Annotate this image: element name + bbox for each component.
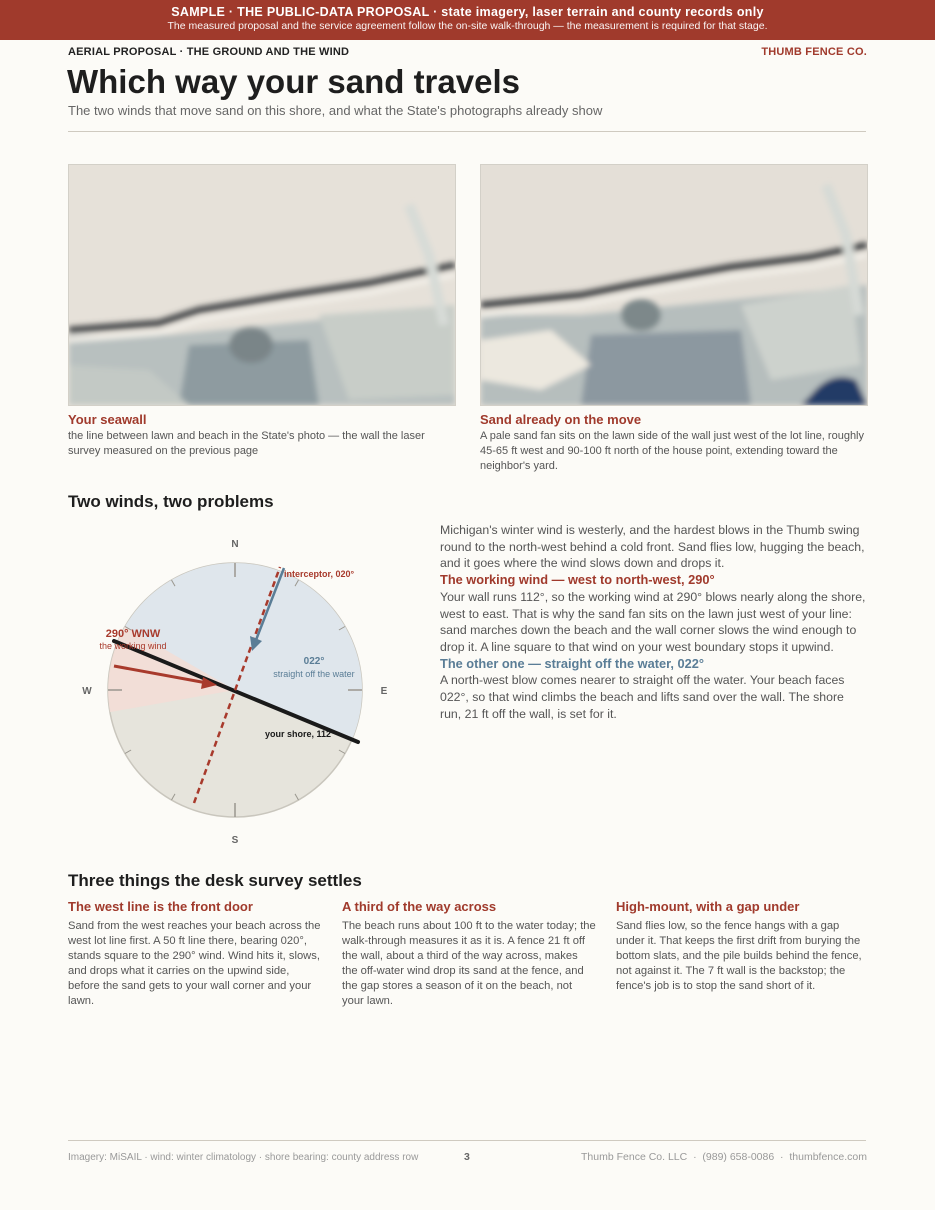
header-divider [68,131,866,132]
water-wind-text: A north-west blow comes nearer to straight off the water. Your beach faces 022°, so that wind climbs the beach and lifts sand over the wall. The shore run, 21 ft off the wall, is set for it. [440,673,845,721]
south-label: S [231,835,239,846]
brand-name: THUMB FENCE CO. [761,46,867,58]
winds-intro: Michigan's winter wind is westerly, and the hardest blows in the Thumb swing round to the north-west behind a cold front. Sand flies low, hugging the beach, and it goes where the wind slows down and drops it. [440,523,865,571]
seawall-caption-heading: Your seawall [68,412,147,427]
water-bearing-label: 022° [303,656,325,667]
north-label: N [231,539,239,550]
page-title: Which way your sand travels [67,63,520,100]
settles-column-high-mount [616,899,868,994]
shore-bearing-label: your shore, 112° [265,729,335,739]
high-mount-text: Sand flies low, so the fence hangs with a gap under it. That keeps the first drift from burying the bottom slats, and the pile builds behind the fence, not against it. The 7 ft wall is the backstop; the fence's job is to stop the sand short of it. [616,920,862,992]
winds-explanation [440,522,868,722]
working-wind-label: 290° WNW [105,628,161,640]
sample-banner [0,0,935,40]
banner-note: The measured proposal and the service agreement follow the on-site walk-through — the measurement is required for that stage. [167,20,768,32]
section-kicker: AERIAL PROPOSAL · THE GROUND AND THE WIND [68,46,350,58]
third-across-text: The beach runs about 100 ft to the water today; the walk-through measures it as it is. A fence 21 ft off the wall, about a third of the way across, makes the off-water wind drop its sand at the fence, and the gap stores a season of it on the beach, not your lawn. [342,920,596,1007]
settles-column-third-across [342,899,596,1009]
footer-contact: Thumb Fence Co. LLC · (989) 658-0086 · thumbfence.com [581,1151,867,1163]
high-mount-heading: High-mount, with a gap under [616,899,800,914]
footer-divider [68,1140,866,1141]
third-across-heading: A third of the way across [342,899,497,914]
winds-section-title: Two winds, two problems [68,492,274,511]
seawall-aerial-photo [68,164,456,406]
settles-section-title: Three things the desk survey settles [68,871,362,890]
working-wind-text: Your wall runs 112°, so the working wind at 290° blows nearly along the shore, west to east. That is why the sand fan sits on the lawn just west of your line: sand marches down the beach and the wall corner slows the wind enough to drop it. A line square to that wind on your west boundary stops it upwind. [440,589,866,654]
banner-title: SAMPLE · THE PUBLIC-DATA PROPOSAL · state imagery, laser terrain and county records only [171,5,764,19]
water-bearing-sublabel: straight off the water [273,669,355,679]
water-wind-heading: The other one — straight off the water, 022° [440,655,704,671]
footer-sources: Imagery: MiSAIL · wind: winter climatology · shore bearing: county address row [68,1152,419,1163]
working-wind-sublabel: the working wind [99,641,167,651]
page-number: 3 [464,1151,470,1163]
west-line-text: Sand from the west reaches your beach across the west lot line first. A 50 ft line there, bearing 020°, stands square to the 290° wind. Wind hits it, slows, and drops what it carries on the upwind side, before the sand gets to your wall corner and your lawn. [68,920,321,1007]
working-wind-heading: The working wind — west to north-west, 290° [440,572,715,588]
wind-compass-diagram [68,530,408,850]
seawall-caption-text: the line between lawn and beach in the State's photo — the wall the laser survey measured on the previous page [68,430,425,457]
page-subtitle: The two winds that move sand on this shore, and what the State's photographs already show [68,103,603,118]
interceptor-label: interceptor, 020° [284,569,355,579]
settles-column-west-line [68,899,322,1009]
sand-fan-caption-text: A pale sand fan sits on the lawn side of the wall just west of the lot line, roughly 45-65 ft west and 90-100 ft north of the house point, extending toward the neighbor's yard. [480,430,865,472]
west-line-heading: The west line is the front door [68,899,253,914]
west-label: W [82,686,92,697]
sand-fan-caption-heading: Sand already on the move [480,412,642,427]
sand-fan-aerial-photo [480,164,868,406]
east-label: E [380,686,388,697]
